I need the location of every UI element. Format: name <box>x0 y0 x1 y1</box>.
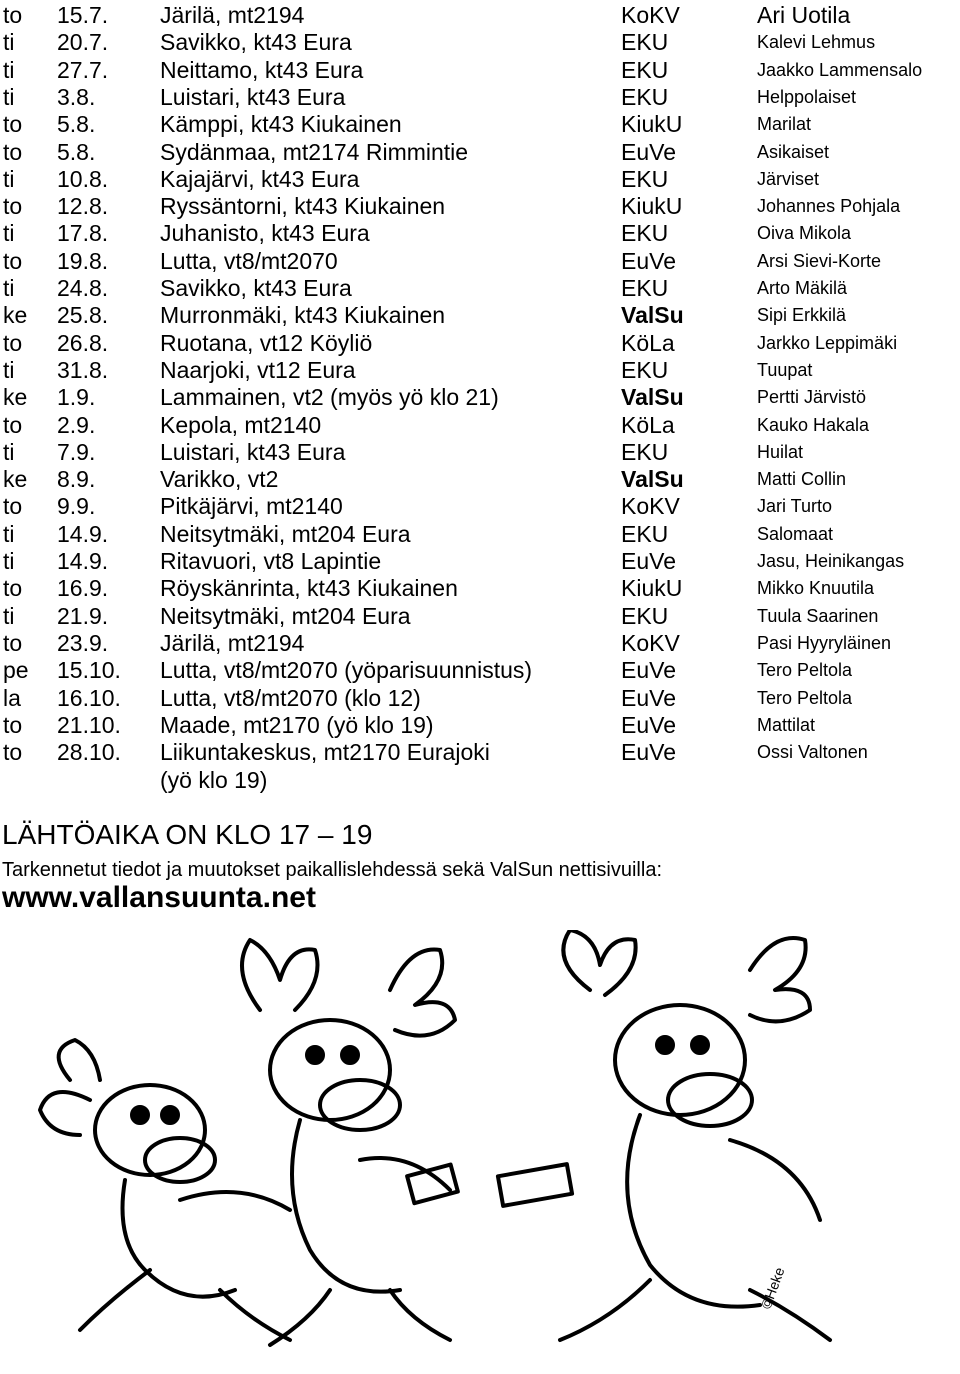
club-cell: KoKV <box>621 493 680 520</box>
schedule-row <box>0 220 960 247</box>
club-cell: KoKV <box>621 2 680 28</box>
day-cell: to <box>3 739 23 766</box>
day-cell: to <box>3 138 23 165</box>
place-cell: Murronmäki, kt43 Kiukainen <box>160 302 446 329</box>
day-cell: pe <box>3 657 29 684</box>
club-cell: ValSu <box>621 466 684 493</box>
place-cell: Järilä, mt2194 <box>160 2 305 28</box>
date-cell: 10.8. <box>57 165 109 192</box>
organizer-cell: Pasi Hyyryläinen <box>757 632 892 653</box>
date-cell: 20.7. <box>57 29 109 56</box>
place-cell: Röyskänrinta, kt43 Kiukainen <box>160 575 458 602</box>
organizer-cell: Huilat <box>757 441 804 462</box>
website-link[interactable]: www.vallansuunta.net <box>2 881 316 914</box>
date-cell: 15.10. <box>57 657 121 684</box>
place-cell: Varikko, vt2 <box>160 466 279 493</box>
schedule-row <box>0 166 960 193</box>
day-cell: ke <box>3 302 28 329</box>
place-cell: Järilä, mt2194 <box>160 629 305 656</box>
club-cell: EKU <box>621 220 669 247</box>
club-cell: EKU <box>621 165 669 192</box>
place-cell: Savikko, kt43 Eura <box>160 29 352 56</box>
place-cell: Maade, mt2170 (yö klo 19) <box>160 711 434 738</box>
day-cell: to <box>3 575 23 602</box>
place-cell: Kajajärvi, kt43 Eura <box>160 165 360 192</box>
day-cell: to <box>3 247 23 274</box>
club-cell: EKU <box>621 83 669 110</box>
day-cell: ti <box>3 356 15 383</box>
date-cell: 15.7. <box>57 2 109 28</box>
schedule-row <box>0 29 960 56</box>
day-cell: to <box>3 111 23 138</box>
club-cell: EuVe <box>621 711 676 738</box>
date-cell: 26.8. <box>57 329 109 356</box>
place-cell: Neitsytmäki, mt204 Eura <box>160 520 411 547</box>
schedule-row <box>0 330 960 357</box>
date-cell: 24.8. <box>57 275 109 301</box>
organizer-cell: Helppolaiset <box>757 86 857 107</box>
club-cell: EuVe <box>621 684 676 711</box>
schedule-row <box>0 193 960 220</box>
schedule-row <box>0 57 960 84</box>
place-cell: Luistari, kt43 Eura <box>160 438 346 465</box>
organizer-cell: Tero Peltola <box>757 660 853 681</box>
day-cell: to <box>3 711 23 738</box>
club-cell: EKU <box>621 29 669 56</box>
organizer-cell: Tuula Saarinen <box>757 605 879 626</box>
club-cell: EKU <box>621 520 669 547</box>
day-cell: ti <box>3 602 15 629</box>
start-time-heading: LÄHTÖAIKA ON KLO 17 – 19 <box>2 819 373 850</box>
date-cell: 21.10. <box>57 711 121 738</box>
place-cell: Ritavuori, vt8 Lapintie <box>160 548 382 574</box>
organizer-cell: Ari Uotila <box>757 2 851 28</box>
place-cell: Kämppi, kt43 Kiukainen <box>160 111 402 138</box>
date-cell: 16.9. <box>57 575 109 602</box>
organizer-cell: Jarkko Leppimäki <box>757 332 898 353</box>
schedule-row <box>0 302 960 329</box>
date-cell: 1.9. <box>57 384 96 411</box>
schedule-row <box>0 739 960 766</box>
club-cell: EuVe <box>621 247 676 274</box>
day-cell: ti <box>3 220 15 247</box>
day-cell: ke <box>3 466 28 493</box>
schedule-row <box>0 603 960 630</box>
date-cell: 16.10. <box>57 684 121 711</box>
place-cell: Ruotana, vt12 Köyliö <box>160 329 373 356</box>
organizer-cell: Arto Mäkilä <box>757 278 848 298</box>
place-cell: Ryssäntorni, kt43 Kiukainen <box>160 193 446 220</box>
info-text: Tarkennetut tiedot ja muutokset paikallislehdessä sekä ValSun nettisivuilla: <box>2 859 662 881</box>
day-cell: ti <box>3 275 15 301</box>
club-cell: KiukU <box>621 111 683 138</box>
club-cell: EKU <box>621 56 669 83</box>
place-cell: Lutta, vt8/mt2070 (klo 12) <box>160 684 421 711</box>
day-cell: ti <box>3 438 15 465</box>
date-cell: 5.8. <box>57 138 96 165</box>
club-cell: KoKV <box>621 629 680 656</box>
day-cell: to <box>3 329 23 356</box>
club-cell: ValSu <box>621 302 684 329</box>
organizer-cell: Mikko Knuutila <box>757 578 875 599</box>
schedule-row <box>0 439 960 466</box>
place-cell: Pitkäjärvi, mt2140 <box>160 493 343 520</box>
schedule-row <box>0 685 960 712</box>
moose-illustration <box>30 930 930 1360</box>
club-cell: EuVe <box>621 739 676 766</box>
place-cell: Liikuntakeskus, mt2170 Eurajoki <box>160 739 490 766</box>
schedule-row <box>0 712 960 739</box>
day-cell: ti <box>3 29 15 56</box>
organizer-cell: Marilat <box>757 114 812 135</box>
day-cell: ti <box>3 165 15 192</box>
date-cell: 17.8. <box>57 220 109 247</box>
place-cell: Lutta, vt8/mt2070 <box>160 247 338 274</box>
organizer-cell: Kauko Hakala <box>757 414 870 435</box>
schedule-row <box>0 84 960 111</box>
date-cell: 19.8. <box>57 247 109 274</box>
place-cell: Lammainen, vt2 (myös yö klo 21) <box>160 384 499 411</box>
day-cell: to <box>3 193 23 220</box>
place-cell: Kepola, mt2140 <box>160 411 322 438</box>
day-cell: ti <box>3 548 15 574</box>
date-cell: 9.9. <box>57 493 96 520</box>
club-cell: KöLa <box>621 329 675 356</box>
date-cell: 25.8. <box>57 302 109 329</box>
organizer-cell: Jaakko Lammensalo <box>757 59 923 80</box>
organizer-cell: Jasu, Heinikangas <box>757 551 905 571</box>
organizer-cell: Sipi Erkkilä <box>757 305 847 326</box>
place-cell: Naarjoki, vt12 Eura <box>160 356 356 383</box>
organizer-cell: Oiva Mikola <box>757 223 852 244</box>
place-cell: Juhanisto, kt43 Eura <box>160 220 370 247</box>
organizer-cell: Ossi Valtonen <box>757 742 868 763</box>
club-cell: EKU <box>621 356 669 383</box>
date-cell: 7.9. <box>57 438 96 465</box>
organizer-cell: Tuupat <box>757 359 813 380</box>
day-cell: to <box>3 411 23 438</box>
schedule-row <box>0 493 960 520</box>
day-cell: ti <box>3 83 15 110</box>
schedule-row <box>0 248 960 275</box>
place-cell: Sydänmaa, mt2174 Rimmintie <box>160 138 469 165</box>
organizer-cell: Johannes Pohjala <box>757 196 901 217</box>
club-cell: EKU <box>621 438 669 465</box>
schedule-row <box>0 466 960 493</box>
schedule-row <box>0 384 960 411</box>
day-cell: to <box>3 629 23 656</box>
organizer-cell: Mattilat <box>757 714 816 735</box>
day-cell: ti <box>3 520 15 547</box>
schedule-row <box>0 657 960 684</box>
schedule-row <box>0 548 960 575</box>
place-cell: Neitsytmäki, mt204 Eura <box>160 602 411 629</box>
organizer-cell: Arsi Sievi-Korte <box>757 250 882 271</box>
day-cell: la <box>3 684 21 711</box>
schedule-row <box>0 575 960 602</box>
place-cell: Neittamo, kt43 Eura <box>160 56 364 83</box>
place-cell: Luistari, kt43 Eura <box>160 83 346 110</box>
schedule-row <box>0 357 960 384</box>
organizer-cell: Salomaat <box>757 523 834 544</box>
date-cell: 23.9. <box>57 629 109 656</box>
date-cell: 27.7. <box>57 56 109 83</box>
date-cell: 28.10. <box>57 739 121 766</box>
organizer-cell: Asikaiset <box>757 141 830 162</box>
schedule-row <box>0 2 960 29</box>
club-cell: KöLa <box>621 411 675 438</box>
club-cell: KiukU <box>621 575 683 602</box>
date-cell: 8.9. <box>57 466 96 493</box>
date-cell: 12.8. <box>57 193 109 220</box>
organizer-cell: Järviset <box>757 168 820 189</box>
schedule-row <box>0 275 960 302</box>
place-cell: Savikko, kt43 Eura <box>160 275 352 301</box>
club-cell: EuVe <box>621 657 676 684</box>
moose-middle <box>242 940 458 1345</box>
schedule-row <box>0 521 960 548</box>
organizer-cell: Matti Collin <box>757 469 847 490</box>
club-cell: KiukU <box>621 193 683 220</box>
day-cell: to <box>3 2 23 28</box>
date-cell: 5.8. <box>57 111 96 138</box>
moose-left <box>40 1040 290 1340</box>
schedule-row <box>0 139 960 166</box>
schedule-row <box>0 111 960 138</box>
club-cell: ValSu <box>621 384 684 411</box>
day-cell: to <box>3 493 23 520</box>
schedule-row <box>0 412 960 439</box>
illustration-signature: ©Heke <box>757 1265 788 1312</box>
schedule-row <box>0 630 960 657</box>
day-cell: ke <box>3 384 28 411</box>
date-cell: 14.9. <box>57 548 109 574</box>
club-cell: EuVe <box>621 138 676 165</box>
date-cell: 3.8. <box>57 83 96 110</box>
organizer-cell: Jari Turto <box>757 496 833 517</box>
place-cell: Lutta, vt8/mt2070 (yöparisuunnistus) <box>160 657 533 684</box>
date-cell: 31.8. <box>57 356 109 383</box>
day-cell: ti <box>3 56 15 83</box>
date-cell: 2.9. <box>57 411 96 438</box>
club-cell: EKU <box>621 602 669 629</box>
date-cell: 14.9. <box>57 520 109 547</box>
organizer-cell: Pertti Järvistö <box>757 387 867 408</box>
organizer-cell: Tero Peltola <box>757 687 853 708</box>
organizer-cell: Kalevi Lehmus <box>757 32 876 53</box>
club-cell: EuVe <box>621 548 676 574</box>
place-continuation: (yö klo 19) <box>160 767 268 793</box>
club-cell: EKU <box>621 275 669 301</box>
date-cell: 21.9. <box>57 602 109 629</box>
